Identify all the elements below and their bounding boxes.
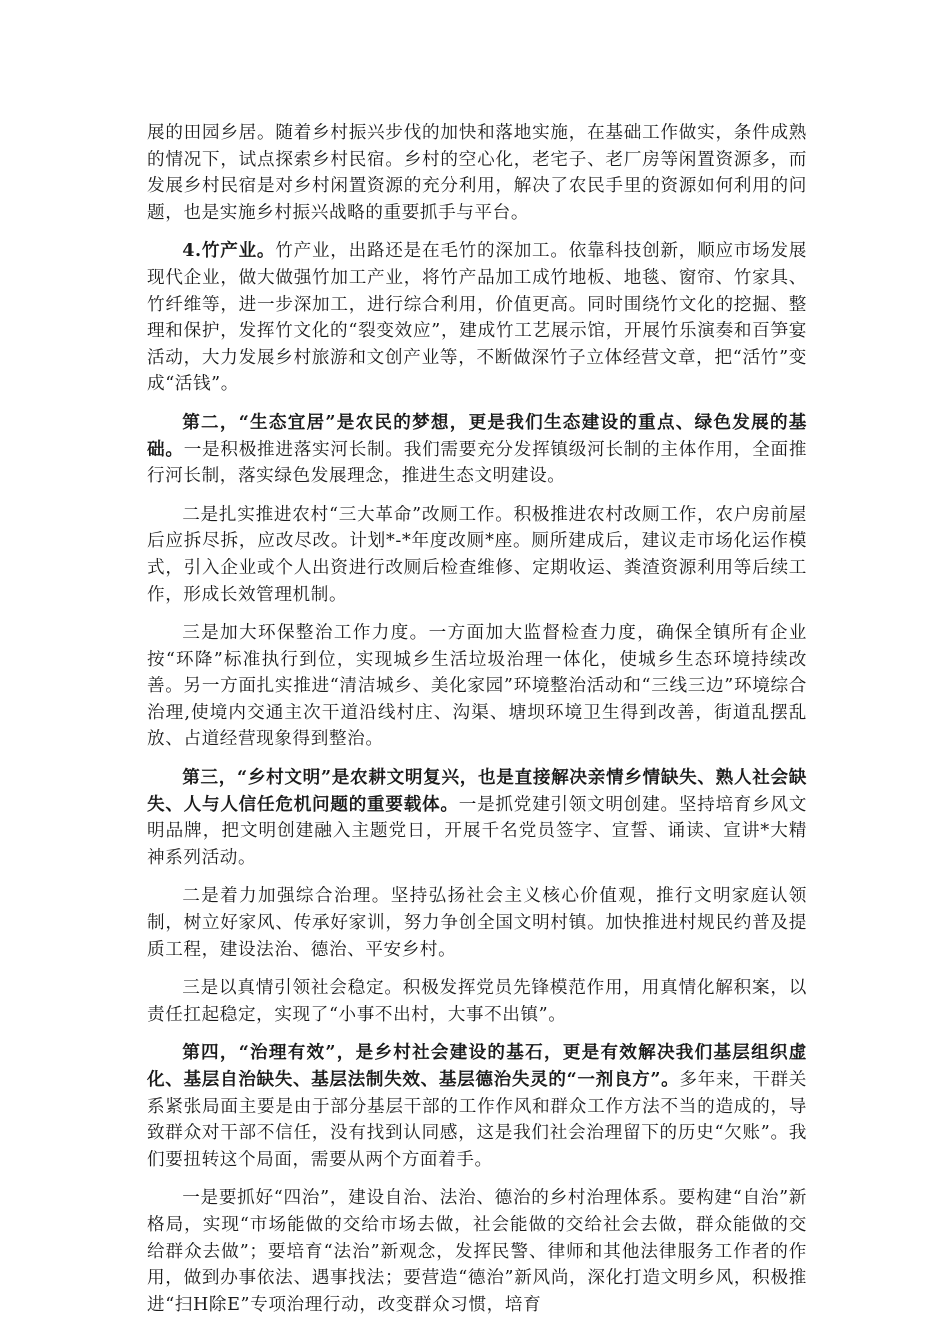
paragraph-lead: 第三，“乡村文明”是农耕文明复兴，也是直接解决亲情乡情缺失、熟人社会缺失、人与人信任危机问题的重要载体。 [147,767,807,815]
paragraph-text: 多年来，干群关系紧张局面主要是由于部分基层干部的工作作风和群众工作方法不当的造成的，导致群众对干部不信任，没有找到认同感，这是我们社会治理留下的历史“欠账”。我们要扭转这个局面，需要从两个方面着手。 [147,1070,807,1170]
paragraph-text: 一是积极推进落实河长制。我们需要充分发挥镇级河长制的主体作用，全面推行河长制，落实绿色发展理念，推进生态文明建设。 [147,439,808,487]
paragraph-four-governances [147,1185,807,1318]
paragraph-toilet-revolution [147,502,807,608]
paragraph-text: 竹产业，出路还是在毛竹的深加工。依靠科技创新，顺应市场发展现代企业，做大做强竹加工产业，将竹产品加工成竹地板、地毯、窗帘、竹家具、竹纤维等，进一步深加工，进行综合利用，价值更高。同时围绕竹文化的挖掘、整理和保护，发挥竹文化的“裂变效应”，建成竹工艺展示馆，开展竹乐演奏和百笋宴活动，大力发展乡村旅游和文创产业等，不断做深竹子立体经营文章，把“活竹”变成“活钱”。 [147,241,807,395]
paragraph-text: 一是抓党建引领文明创建。坚持培育乡风文明品牌，把文明创建融入主题党日，开展千名党员签字、宣誓、诵读、宣讲*大精神系列活动。 [147,794,807,868]
paragraph-lead: 4.竹产业。 [182,240,276,262]
paragraph-text: 一是要抓好“四治”，建设自治、法治、德治的乡村治理体系。要构建“自治”新格局，实现“市场能做的交给市场去做，社会能做的交给社会去做，群众能做的交给群众去做”；要培育“法治”新观念，发挥民警、律师和其他法律服务工作者的作用，做到办事依法、遇事找法；要营造“德治”新风尚，深化打造文明乡风，积极推进“扫H除E”专项治理行动，改变群众习惯，培育 [147,1188,807,1315]
paragraph-comprehensive-governance [147,883,807,963]
paragraph-environmental-rectification [147,620,807,753]
paragraph-rural-homestay [147,120,807,226]
paragraph-effective-governance [147,1040,807,1173]
paragraph-text: 二是着力加强综合治理。坚持弘扬社会主义核心价值观，推行文明家庭认领制，树立好家风、传承好家训，努力争创全国文明村镇。加快推进村规民约普及提质工程，建设法治、德治、平安乡村。 [147,886,807,960]
paragraph-bamboo-industry [147,238,807,398]
paragraph-lead: 第四，“治理有效”，是乡村社会建设的基石，更是有效解决我们基层组织虚化、基层自治缺失、基层法制失效、基层德治失灵的“一剂良方”。 [147,1042,807,1090]
paragraph-text: 展的田园乡居。随着乡村振兴步伐的加快和落地实施，在基础工作做实，条件成熟的情况下，试点探索乡村民宿。乡村的空心化，老宅子、老厂房等闲置资源多，而发展乡村民宿是对乡村闲置资源的充分利用，解决了农民手里的资源如何利用的问题，也是实施乡村振兴战略的重要抓手与平台。 [147,123,807,223]
paragraph-text: 三是以真情引领社会稳定。积极发挥党员先锋模范作用，用真情化解积案，以责任扛起稳定，实现了“小事不出村，大事不出镇”。 [147,978,807,1025]
paragraph-social-stability [147,975,807,1028]
paragraph-ecological-livability [147,410,807,490]
paragraph-lead: 第二，“生态宜居”是农民的梦想，更是我们生态建设的重点、绿色发展的基础。 [147,411,807,460]
document-page [147,120,807,1330]
paragraph-text: 三是加大环保整治工作力度。一方面加大监督检查力度，确保全镇所有企业按“环降”标准执行到位，实现城乡生活垃圾治理一体化，使城乡生态环境持续改善。另一方面扎实推进“清洁城乡、美化家园”环境整治活动和“三线三边”环境综合治理,使境内交通主次干道沿线村庄、沟渠、塘坝环境卫生得到改善，街道乱摆乱放、占道经营现象得到整治。 [147,623,807,750]
paragraph-rural-civilization [147,765,807,871]
paragraph-text: 二是扎实推进农村“三大革命”改厕工作。积极推进农村改厕工作，农户房前屋后应拆尽拆，应改尽改。计划*-*年度改厕*座。厕所建成后，建议走市场化运作模式，引入企业或个人出资进行改厕后检查维修、定期收运、粪渣资源利用等后续工作，形成长效管理机制。 [147,504,807,605]
